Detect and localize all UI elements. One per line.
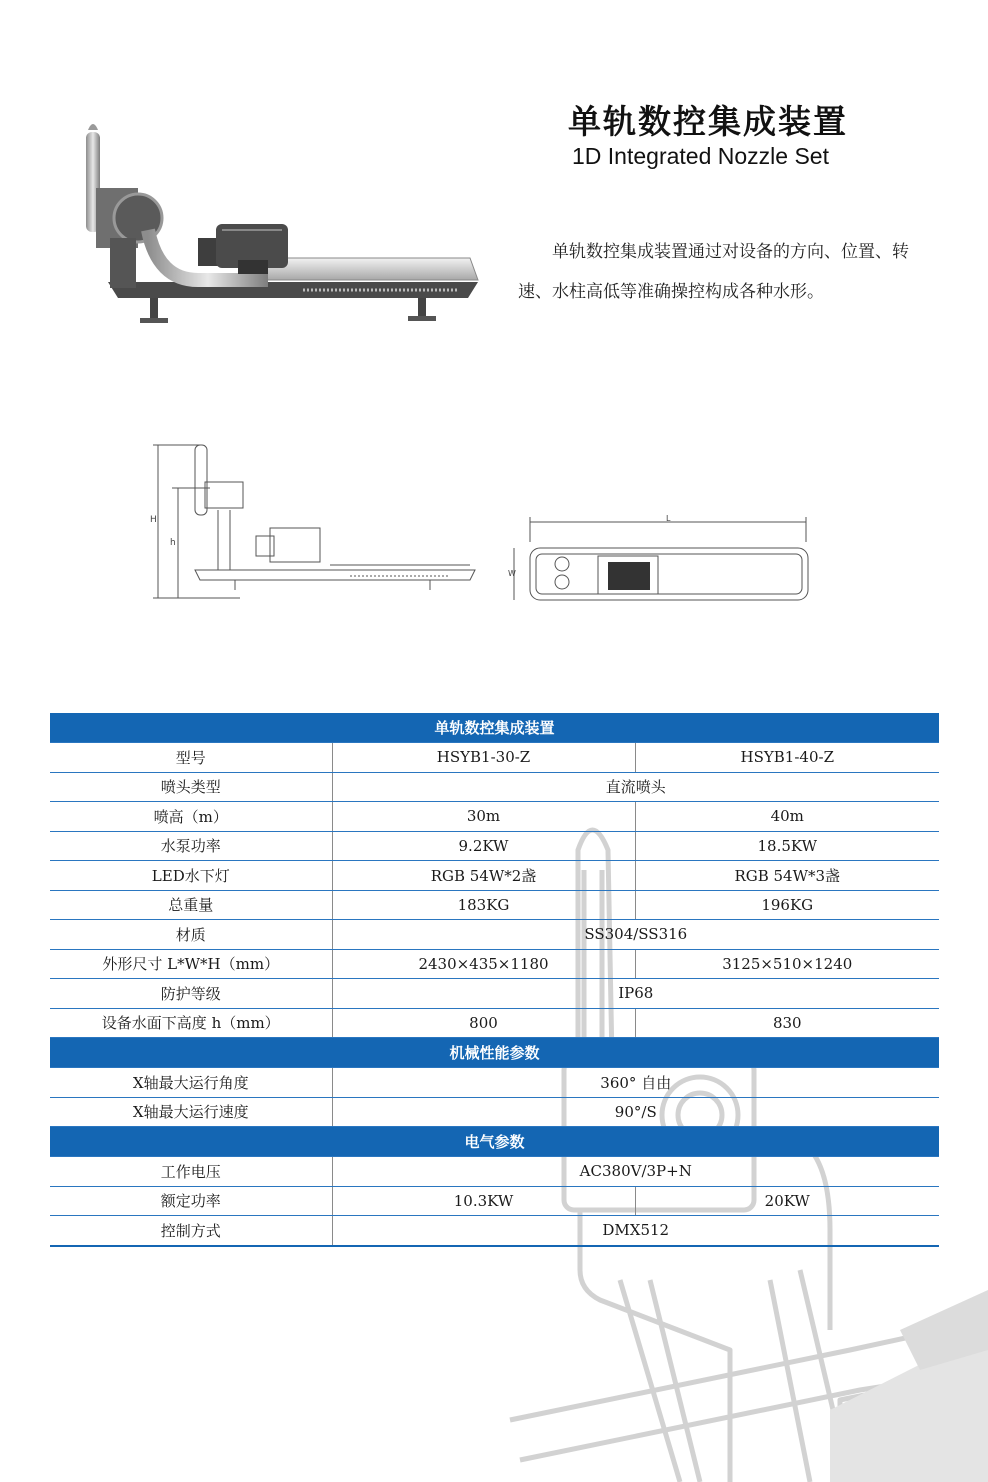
table-row xyxy=(50,1068,939,1098)
row-label: 喷头类型 xyxy=(50,772,332,802)
dimension-label-L: L xyxy=(666,514,671,523)
spec-table xyxy=(50,713,939,1247)
table-row xyxy=(50,831,939,861)
cell-height-a: 30m xyxy=(332,802,635,832)
row-label: 防护等级 xyxy=(50,979,332,1009)
cell-pump-b: 18.5KW xyxy=(635,831,939,861)
table-row xyxy=(50,890,939,920)
cell-protection: IP68 xyxy=(332,979,939,1009)
cell-x-speed: 90°/S xyxy=(332,1097,939,1127)
cell-model-b: HSYB1-40-Z xyxy=(635,743,939,773)
cell-dimensions-b: 3125×510×1240 xyxy=(635,949,939,979)
dimension-label-W: W xyxy=(508,569,516,578)
table-row xyxy=(50,861,939,891)
cell-weight-b: 196KG xyxy=(635,890,939,920)
table-row xyxy=(50,1186,939,1216)
cell-voltage: AC380V/3P+N xyxy=(332,1157,939,1187)
table-row xyxy=(50,979,939,1009)
spec-table-title: 单轨数控集成装置 xyxy=(50,713,939,743)
table-row xyxy=(50,772,939,802)
row-label: 喷高（m） xyxy=(50,802,332,832)
cell-depth-a: 800 xyxy=(332,1008,635,1038)
row-label: X轴最大运行速度 xyxy=(50,1097,332,1127)
row-label: 设备水面下高度 h（mm） xyxy=(50,1008,332,1038)
cell-led-b: RGB 54W*3盏 xyxy=(635,861,939,891)
cell-nozzle-type: 直流喷头 xyxy=(332,772,939,802)
section-mechanical-title: 机械性能参数 xyxy=(50,1038,939,1068)
product-description: 单轨数控集成装置通过对设备的方向、位置、转速、水柱高低等准确操控构成各种水形。 xyxy=(518,242,909,302)
row-label: LED水下灯 xyxy=(50,861,332,891)
row-label: 额定功率 xyxy=(50,1186,332,1216)
cell-rated-power-a: 10.3KW xyxy=(332,1186,635,1216)
table-row xyxy=(50,1097,939,1127)
cell-control: DMX512 xyxy=(332,1216,939,1246)
cell-dimensions-a: 2430×435×1180 xyxy=(332,949,635,979)
product-photo xyxy=(78,120,490,345)
cell-model-a: HSYB1-30-Z xyxy=(332,743,635,773)
row-label: 水泵功率 xyxy=(50,831,332,861)
cell-pump-a: 9.2KW xyxy=(332,831,635,861)
table-row xyxy=(50,949,939,979)
top-view-drawing xyxy=(508,512,814,607)
section-electrical-title: 电气参数 xyxy=(50,1127,939,1157)
cell-led-a: RGB 54W*2盏 xyxy=(332,861,635,891)
page-subtitle: 1D Integrated Nozzle Set xyxy=(572,143,829,169)
cell-rated-power-b: 20KW xyxy=(635,1186,939,1216)
table-row xyxy=(50,1157,939,1187)
page-title: 单轨数控集成装置 xyxy=(568,102,848,141)
row-label: 总重量 xyxy=(50,890,332,920)
row-label: 型号 xyxy=(50,743,332,773)
dimension-label-h: h xyxy=(170,538,176,548)
row-label: 材质 xyxy=(50,920,332,950)
cell-material: SS304/SS316 xyxy=(332,920,939,950)
table-row xyxy=(50,1008,939,1038)
cell-depth-b: 830 xyxy=(635,1008,939,1038)
table-row xyxy=(50,743,939,773)
row-label: 控制方式 xyxy=(50,1216,332,1246)
row-label: 外形尺寸 L*W*H（mm） xyxy=(50,949,332,979)
cell-x-angle: 360° 自由 xyxy=(332,1068,939,1098)
table-row xyxy=(50,1216,939,1246)
row-label: X轴最大运行角度 xyxy=(50,1068,332,1098)
table-row xyxy=(50,802,939,832)
dimension-label-H: H xyxy=(150,515,157,525)
cell-weight-a: 183KG xyxy=(332,890,635,920)
table-row xyxy=(50,920,939,950)
side-view-drawing xyxy=(150,440,480,600)
row-label: 工作电压 xyxy=(50,1157,332,1187)
cell-height-b: 40m xyxy=(635,802,939,832)
